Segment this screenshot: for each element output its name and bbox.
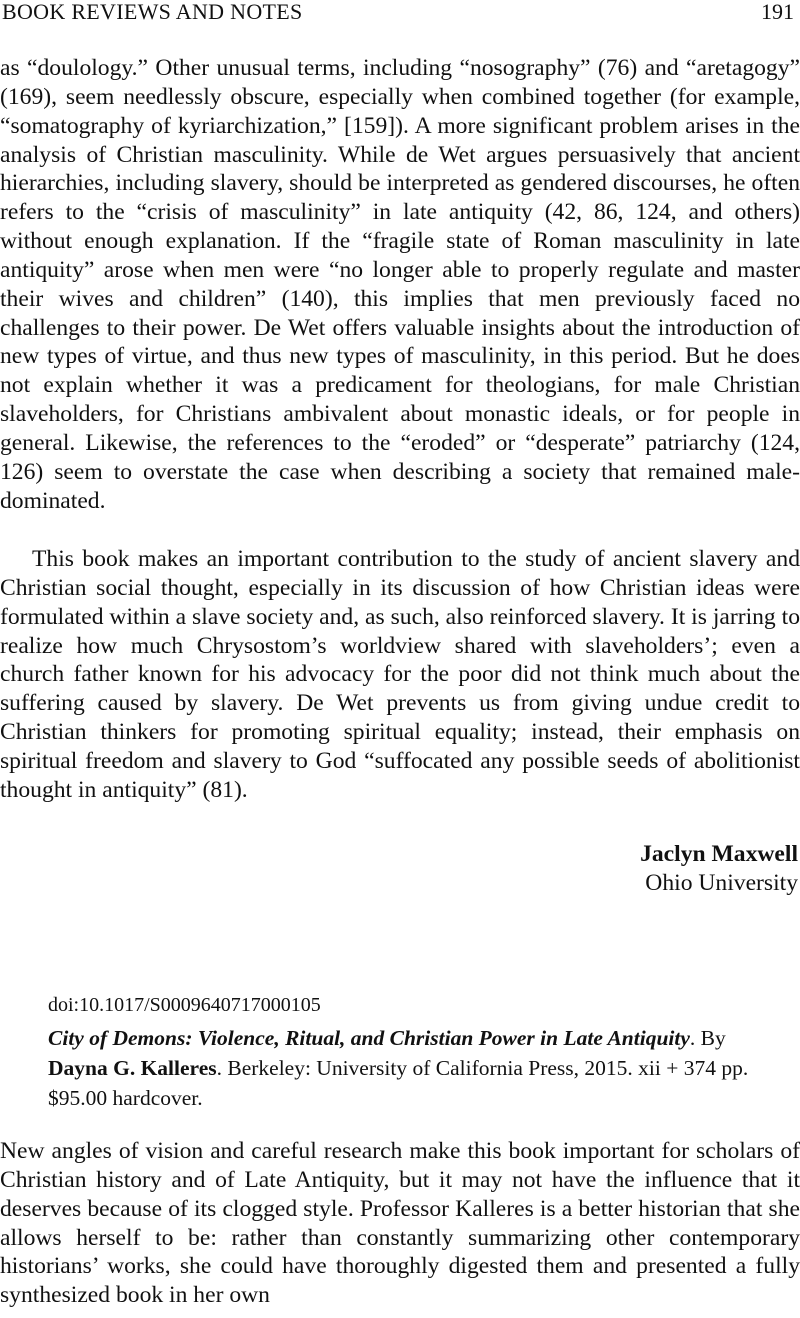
book-author: Dayna G. Kalleres — [48, 1056, 217, 1080]
review-paragraph-1: as “doulology.” Other unusual terms, including “nosography” (76) and “aretagogy” (169), seem needlessly obscure, especially when combined together (for example, “somatography of kyriarchization,” [159]). A more significant problem arises in the analysis of Christian masculinity. While de Wet argues persuasively that ancient hierarchies, including slavery, should be interpreted as gendered discourses, he often refers to the “crisis of masculinity” in late antiquity (42, 86, 124, and others) without enough explanation. If the “fragile state of Roman masculinity in late antiquity” arose when men were “no longer able to properly regulate and master their wives and children” (140), this implies that men previously faced no challenges to their power. De Wet offers valuable insights about the introduction of new types of virtue, and thus new types of masculinity, in this period. But he does not explain whether it was a predicament for theologians, for male Christian slaveholders, for Christians ambivalent about monastic ideals, or for people in general. Likewise, the references to the “eroded” or “desperate” patriarchy (124, 126) seem to overstate the case when describing a society that remained male-dominated. — [0, 55, 800, 514]
citation-text — [48, 1023, 768, 1113]
running-head-title: BOOK REVIEWS AND NOTES — [2, 0, 303, 24]
reviewer-affiliation: Ohio University — [645, 870, 798, 896]
publication-info: . Berkeley: University of California Press, 2015. xii + 374 pp. $95.00 hardcover. — [48, 1056, 749, 1110]
review-paragraph-2: This book makes an important contribution to the study of ancient slavery and Christian social thought, especially in its discussion of how Christian ideas were formulated within a slave society and, as such, also reinforced slavery. It is jarring to realize how much Chrysostom’s worldview shared with slaveholders’; even a church father known for his advocacy for the poor did not think much about the suffering caused by slavery. De Wet prevents us from giving undue credit to Christian thinkers for promoting spiritual equality; instead, their emphasis on spiritual freedom and slavery to God “suffocated any possible seeds of abolitionist thought in antiquity” (81). — [0, 546, 800, 803]
doi-text: doi:10.1017/S0009640717000105 — [48, 994, 321, 1016]
reviewer-name: Jaclyn Maxwell — [640, 841, 798, 867]
reviewer-signature — [640, 840, 798, 898]
page-number: 191 — [761, 0, 794, 24]
book-citation — [48, 990, 768, 1113]
review2-paragraph-1: New angles of vision and careful research make this book important for scholars of Christian history and of Late Antiquity, but it may not have the influence that it deserves because of its clogged style. Professor Kalleres is a better historian that she allows herself to be: rather than constantly summarizing other contemporary historians’ works, she could have thoroughly digested them and presented a fully synthesized book in her own — [0, 1138, 800, 1309]
by-label: . By — [689, 1026, 726, 1050]
book-title: City of Demons: Violence, Ritual, and Christian Power in Late Antiquity — [48, 1026, 690, 1050]
running-header — [0, 0, 800, 26]
